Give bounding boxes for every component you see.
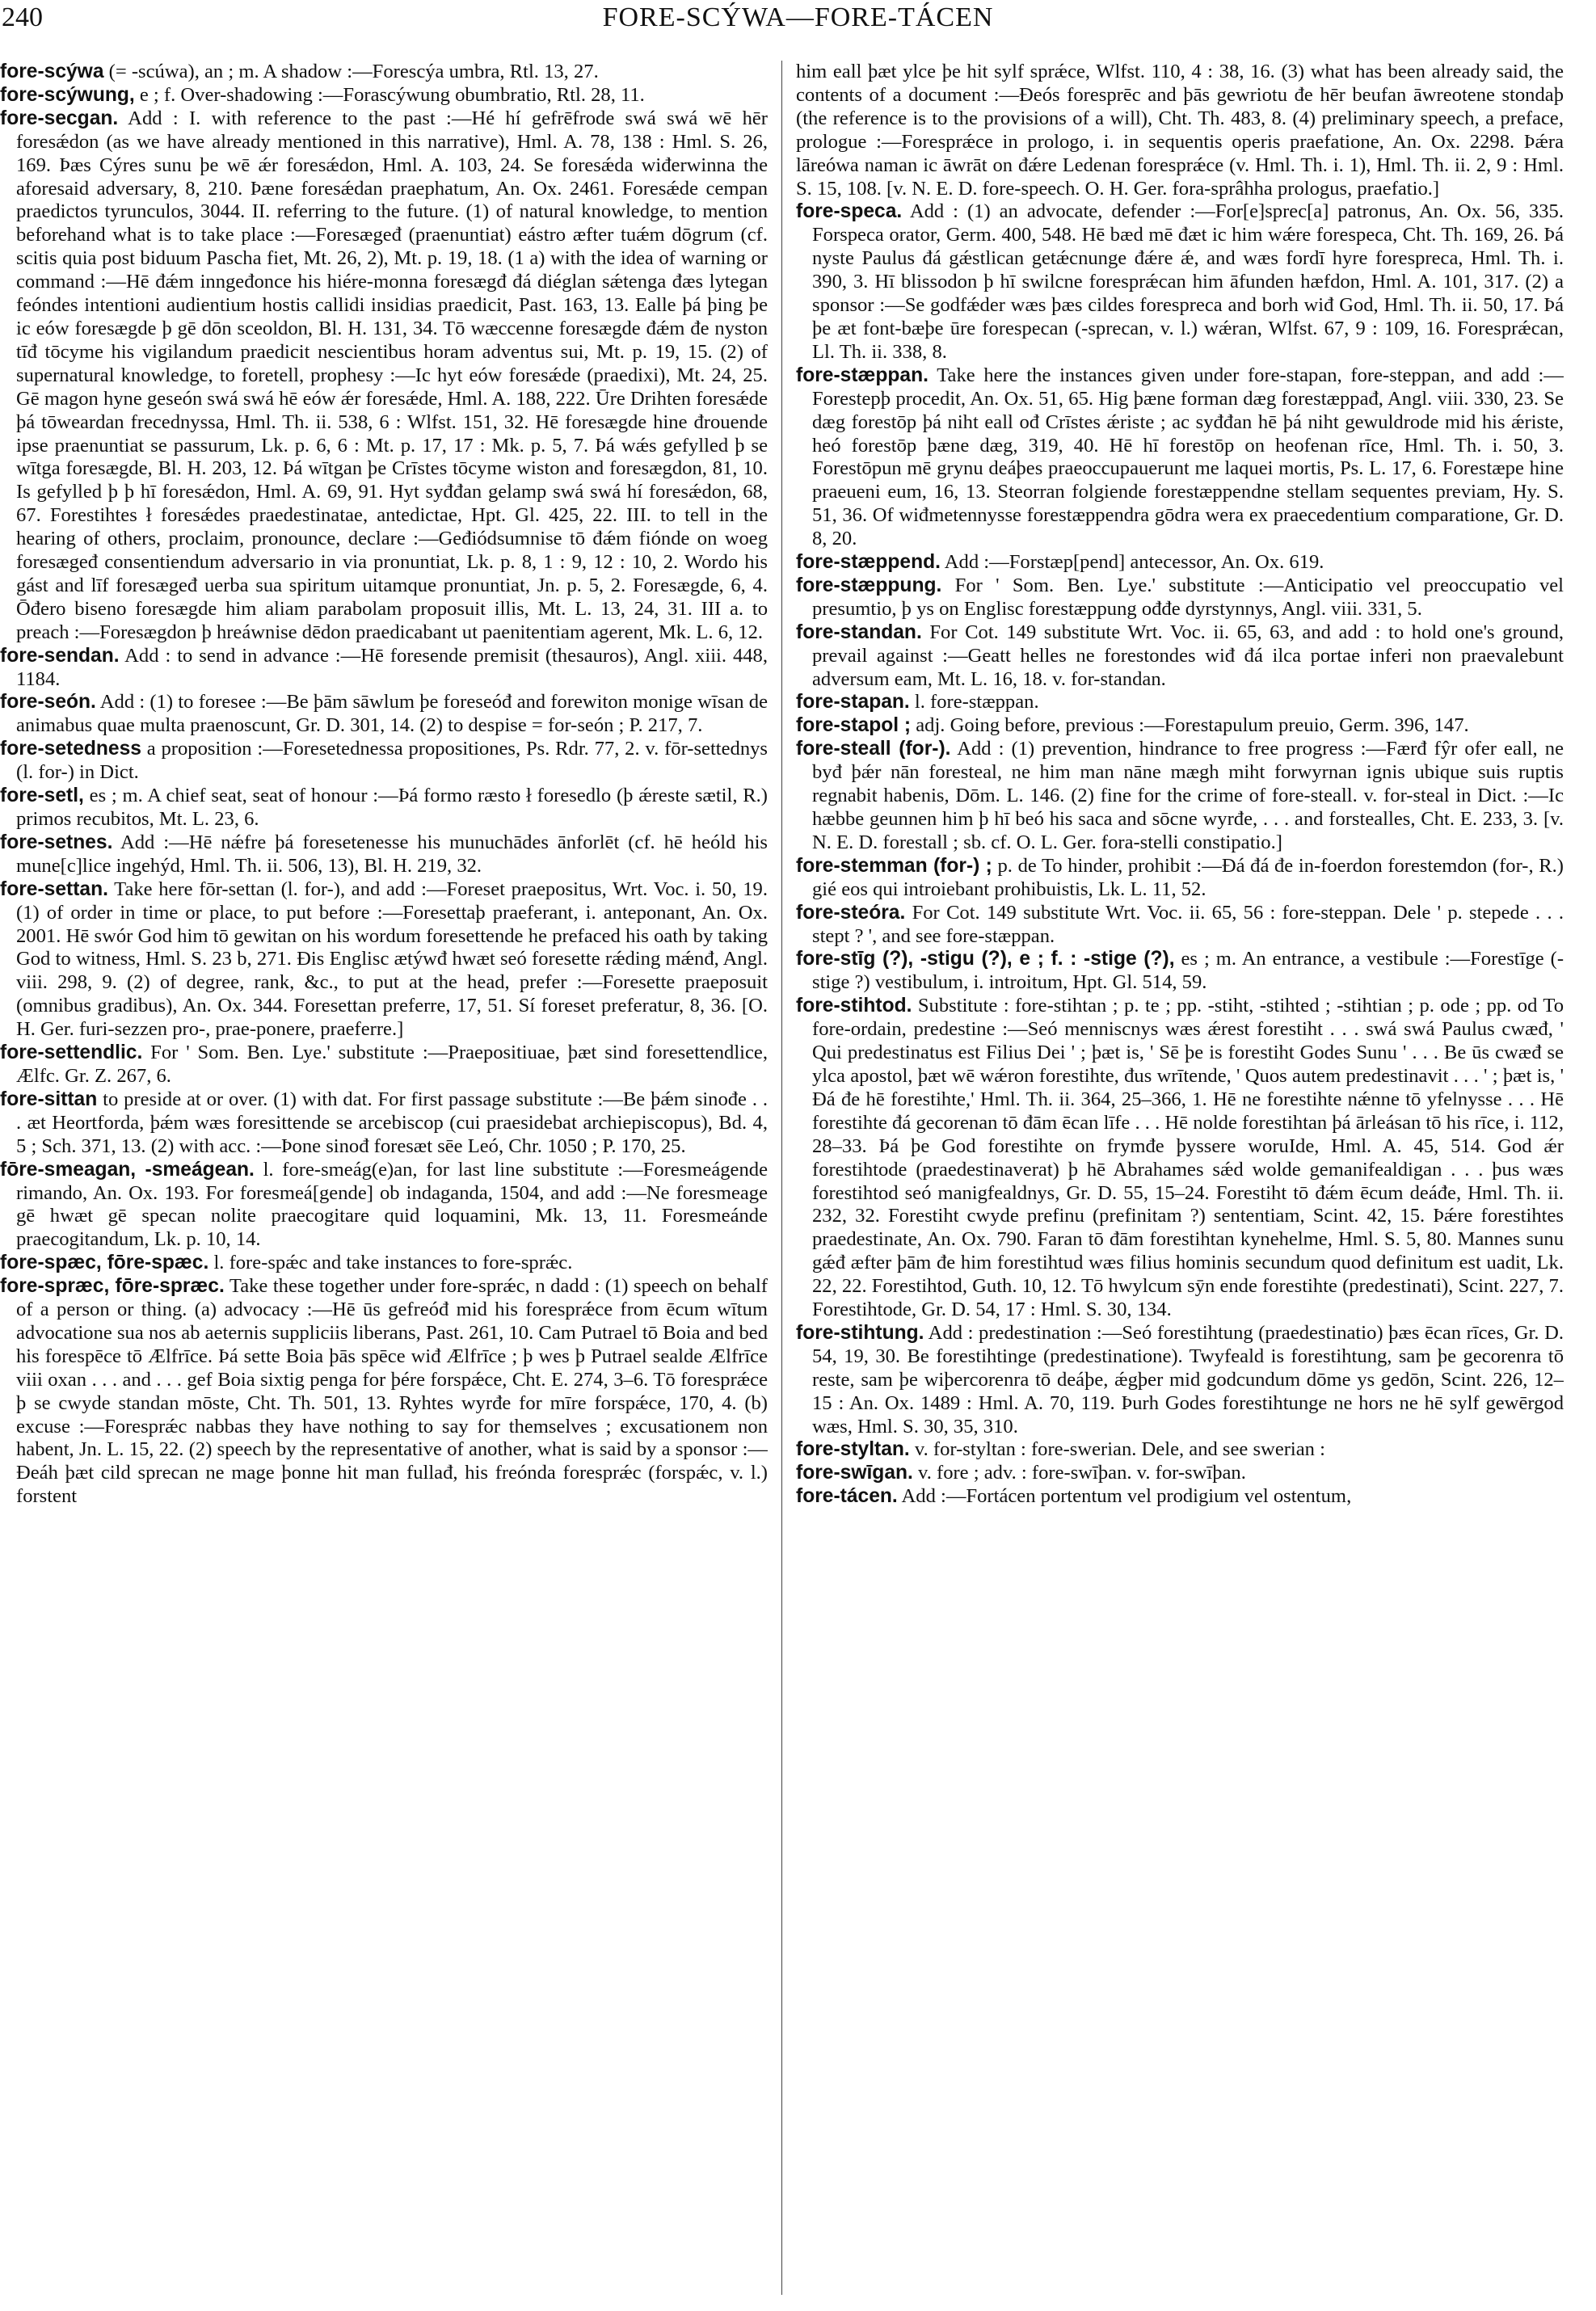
- dictionary-entry: [0, 878, 768, 1042]
- entry-text: v. fore ; adv. : fore-swīþan. v. for-swīþan.: [912, 1462, 1246, 1484]
- dictionary-entry: [796, 61, 1564, 200]
- dictionary-entry: [796, 1438, 1564, 1462]
- entry-text: Add :—Forstæp[pend] antecessor, An. Ox. 619.: [941, 551, 1324, 574]
- entry-text: e ; f. Over-shadowing :—Forascýwung obumbratio, Rtl. 28, 11.: [134, 83, 645, 106]
- entry-headword: fore-setnes.: [0, 831, 113, 853]
- dictionary-entry: [796, 948, 1564, 995]
- entry-text: For ' Som. Ben. Lye.' substitute :—Anticipatio vel preoccupatio vel presumtio, þ ys on Englisc forestæppung ođđe dyrstynnys, Angl. viii. 331, 5.: [812, 574, 1564, 620]
- dictionary-entry: [0, 1275, 768, 1509]
- entry-text: l. fore-stæppan.: [909, 691, 1039, 714]
- entry-headword: fore-spræc, fōre-spræc.: [0, 1275, 225, 1298]
- entry-text: Add : (1) prevention, hindrance to free progress :—Færđ fŷr ofer eall, ne byđ þǽr nān foresteal, ne him man nāne mægh miht forwyrnan ignis ubique suis ruptis regnabit habenis, Dōm. L. 146. (2) fine for the crime of fore-steall. v. for-steal in Dict. :—Ic hæbbe geunnen him þ hī beó his saca and sōcne wyrđe, . . . and forstealles, Cht. E. 233, 3. [v. N. E. D. forestall ; sb. cf. O. L. Ger. fora-stelli constipatio.]: [812, 738, 1564, 853]
- dictionary-entry: [0, 84, 768, 107]
- entry-headword: fore-settan.: [0, 878, 108, 900]
- dictionary-entry: [0, 691, 768, 738]
- entry-headword: fore-steóra.: [796, 901, 906, 924]
- entry-headword: fore-spæc, fōre-spæc.: [0, 1252, 209, 1274]
- entry-text: Add : I. with reference to the past :—Hé hí gefrēfrode swá swá wē hēr foresǽdon (as we have already mentioned in this narrative), Hml. A. 78, 138 : Hml. S. 26, 169. Þæs Cýres sunu þe wē ǽr foresǽdon, Hml. A. 103, 24. Se foresǽda wiđerwinna the aforesaid adversary, 8, 210. Þæne foresǽdan praephatum, An. Ox. 2461. Foresǽde cempan praedictos tyrunculos, 3044. II. referring to the future. (1) of natural knowledge, to mention beforehand what is to take place :—Foresægeđ (praenuntiat) eástro æfter tuǽm dōgrum (cf. scitis quia post biduum Pascha fiet, Mt. 26, 2), Mt. p. 19, 18. (1 a) with the idea of warning or command :—Hē đǽm inngeđonce his hiérе-monna foresægđ đá diéglan sǽtenga đæs lytegan feóndes intentioni audientium hostis callidi insidias praedicit, Past. 163, 13. Ealle þá þing þe ic eów foresægde þ gē dōn sceoldon, Bl. H. 131, 34. Tō wæccenne foresægde đǽm đe nyston tīđ tōcyme his vigilandum praedicit nescientibus horam adventus sui, Mt. p. 19, 15. (2) of supernatural knowledge, to foretell, prophesy :—Ic hyt eów foresǽde (praedixi), Mt. 24, 25. Gē magon hyne geseón swá swá hē eów ǽr foresǽde, Hml. A. 188, 222. Ūre Drihten foresǽde þá tōweardan frecednyssa, Hml. Th. ii. 538, 6 : Wlfst. 151, 32. Hē foresægde hine đrouende ipse praenuntiat se passurum, Lk. p. 6, 6 : Mt. p. 17, 17 : Mk. p. 5, 7. Þá wǽs gefylled þ se wītga foresægde, Bl. H. 203, 12. Þá wītgan þe Crīstes tōcyme wiston and foresægdon, 81, 10. Is gefylled þ þ hī foresǽdon, Hml. A. 69, 91. Hyt syđđan gelamp swá swá hí foresǽdon, 68, 67. Forestihtes ł foresǽdes praedestinatae, antedictae, Hpt. Gl. 425, 22. III. to tell in the hearing of others, proclaim, pronounce, declare :—Geđiódsumnise tō đǽm fiónde on woeg foresægeđ consentiendum adversario in via pronuntiat, Lk. p. 8, 1 : 9, 12 : 10, 2. Wordo his gást and līf foresægeđ uerba sua spiritum uitamque pronuntiat, Jn. p. 5, 2. Foresægde, 6, 4. Ōđero biseno foresægde him aliam parabolam proposuit illis, Mt. L. 13, 24, 31. III a. to preach :—Foresægdon þ hreáwnise dēdon praedicabant ut paenitentiam agerent, Mk. L. 6, 12.: [16, 107, 768, 643]
- entry-text: For ' Som. Ben. Lye.' substitute :—Praepositiuae, þæt sind foresettendlice, Ælfc. Gr. Z. 267, 6.: [16, 1042, 768, 1087]
- dictionary-entry: [0, 1088, 768, 1159]
- entry-headword: fore-scýwung,: [0, 83, 135, 106]
- entry-text: Take here the instances given under fore-stapan, fore-steppan, and add :—Forestepþ procedit, An. Ox. 51, 65. Hig þæne forman dæg forestæppađ, Angl. viii. 330, 23. Se dæg forestōp þá niht eall ođ Crīstes ǽriste ; ac syđđan hē þá niht gewuldrode mid his ǽriste, heó forestōp þæne dæg, 319, 40. Hē hī forestōp on heofenan rīce, Hml. Th. i. 50, 3. Forestōpun mē grynu deáþes praeoccupauerunt me laquei mortis, Ps. L. 17, 6. Forestæpe hine praeueni eum, 16, 13. Steorran folgiende forestæppendne stellam sequentes previam, Hy. S. 51, 36. Of wiđmetennysse forestæppendra gōdra wera ex praecedentium comparatione, Gr. D. 8, 20.: [812, 364, 1564, 550]
- entry-headword: fore-stapol ;: [796, 714, 912, 737]
- entry-text: p. de To hinder, prohibit :—Đá đá đe in-foerdon forestemdon (for-, R.) gié eos qui introiebant prohibuistis, Lk. L. 11, 52.: [812, 854, 1564, 900]
- dictionary-entry: [0, 107, 768, 645]
- dictionary-entry: [796, 738, 1564, 855]
- entry-text: him eall þæt ylce þe hit sylf sprǽce, Wlfst. 110, 4 : 38, 16. (3) what has been already said, the contents of a document :—Đeós foresprēc and þās gewriotu đe hēr beufan āwreotene stondaþ (the reference is to the provisions of a will), Cht. Th. 483, 8. (4) preliminary speech, a preface, prologue :—Foresprǽce in prologo, i. in sequentis operis praefatione, An. Ox. 2298. Þǽra lāreówa naman ic āwrāt on đǽre Ledenan foresprǽce (v. Hml. Th. i. 1), Hml. Th. ii. 2, 9 : Hml. S. 15, 108. [v. N. E. D. fore-speech. O. H. Ger. fora-sprâhha prologus, praefatio.]: [796, 61, 1564, 200]
- page-number: 240: [2, 2, 43, 32]
- entry-text: For Cot. 149 substitute Wrt. Voc. ii. 65, 63, and add : to hold one's ground, prevail against :—Geatt helles ne forestondes wiđ đá ilca portae inferi non praevalebunt adversum eam, Mt. L. 16, 18. v. for-standan.: [812, 621, 1564, 690]
- entry-text: es ; m. An entrance, a vestibule :—Forestīge (-stige ?) vestibulum, i. introitum, Hpt. Gl. 514, 59.: [812, 948, 1564, 994]
- entry-text: Add : predestination :—Seó forestihtung (praedestinatio) þæs ēcan rīces, Gr. D. 54, 19, 30. Be forestihtinge (predestinatione). Twyfeald is forestihtung, sam þe gecorenra tō reste, sam þe wiþercorenra tō deáþe, ǽgþer mid godcundum dōme ys gedōn, Scint. 226, 12–15 : An. Ox. 1489 : Hml. A. 70, 119. Þurh Godes forestihtunge ne hors ne hē sylf gewērgod wæs, Hml. S. 30, 35, 310.: [812, 1321, 1564, 1438]
- entry-headword: fore-settendlic.: [0, 1042, 143, 1064]
- entry-headword: fore-secgan.: [0, 107, 119, 129]
- dictionary-entry: [796, 902, 1564, 949]
- dictionary-entry: [796, 855, 1564, 902]
- entry-headword: fōre-smeagan, -smeágean.: [0, 1158, 255, 1181]
- entry-text: Add : (1) an advocate, defender :—For[e]sprec[a] patronus, An. Ox. 56, 335. Forspeca orator, Germ. 400, 548. Hē bæd mē đæt ic him wǽre forespeca, Cht. Th. 169, 26. Þá nyste Paulus đá gǽstlican getǽcnunge đǽre ǽ, and wæs fordī hyre forespreca, Hml. Th. i. 390, 3. Hī blissodon þ hī swilcne foresprǽcan him āfunden hæfdon, Hml. A. 101, 317. (2) a sponsor :—Se godfǽder wæs þæs cildes forespreca and borh wiđ God, Hml. Th. ii. 50, 17. Þá þe æt font-bæþe ūre forespecan (-sprecan, v. l.) wǽran, Wlfst. 67, 9 : 109, 16. Foresprǽcan, Ll. Th. ii. 338, 8.: [812, 200, 1564, 363]
- entry-text: Take these together under fore-sprǽc, n dadd : (1) speech on behalf of a person or thing. (a) advocacy :—Hē ūs gefreóđ mid his foresprǽce from ēcum wītum advocatione sua nos ab aeternis suppliciis liberans, Past. 261, 10. Cam Putrael tō Boia and bed his forespēce tō Ælfrīce. Þá sette Boia þās spēce wiđ Ælfrīce ; þ wes þ Putrael sealde Ælfrīce viii oxan . . . and . . . gef Boia sixtig penga for þére forspǽce, Cht. E. 274, 3–6. Tō foresprǽce þ se cwyde standan mōste, Cht. Th. 501, 13. Ryhtes wyrđe for mīre forspǽce, 170, 4. (b) excuse :—Foresprǽc nabbas they have nothing to say for themselves ; excusationem non habent, Jn. L. 15, 22. (2) speech by the representative of another, what is said by a sponsor :—Đeáh þæt cild sprecan ne mage þonne hit man fullađ, his freónda foresprǽc (forspǽc, v. l.) forstent: [16, 1275, 768, 1508]
- dictionary-entry: [796, 364, 1564, 551]
- entry-headword: fore-stihtod.: [796, 995, 912, 1017]
- dictionary-entry: [796, 714, 1564, 738]
- entry-headword: fore-swīgan.: [796, 1462, 913, 1484]
- entry-headword: fore-stihtung.: [796, 1321, 924, 1344]
- entry-text: Add :—Fortácen portentum vel prodigium vel ostentum,: [897, 1485, 1352, 1508]
- dictionary-entry: [0, 1042, 768, 1088]
- dictionary-entry: [796, 1322, 1564, 1439]
- entry-text: Add :—Hē nǽfre þá foresetenesse his munuchādes ānforlēt (cf. hē heóld his mune[c]lice ingehýd, Hml. Th. ii. 506, 13), Bl. H. 219, 32.: [16, 831, 768, 877]
- dictionary-entry: [796, 551, 1564, 575]
- entry-text: a proposition :—Foresetednessa propositiones, Ps. Rdr. 77, 2. v. fōr-settednys (l. for-) in Dict.: [16, 738, 768, 784]
- dictionary-entry: [0, 785, 768, 831]
- entry-headword: fore-stæppan.: [796, 364, 929, 386]
- entry-text: Substitute : fore-stihtan ; p. te ; pp. -stiht, -stihted ; -stihtian ; p. ode ; pp. od To fore-ordain, predestine :—Seó menniscnys wæs ǽrest forestiht . . . swá swá Paulus cwæđ, ' Qui predestinatus est Filius Dei ' ; þæt is, ' Sē þe is forestiht Godes Sunu ' . . . Be ūs cwæđ se ylca apostol, þæt wē wǽron forestihte, đus wrītende, ' Quos autem predestinavit . . . ' ; þæt is, ' Đá đe hē forestihte,' Hml. Th. ii. 364, 25–366, 1. Hē ne forestihte nǽnne tō yfelnysse . . . Hē forestihte đá gecorenan tō đām ēcan līfe . . . Hē nolde forestihtan þá ārleásan tō his rīce, i. 112, 28–33. Þá þe God forestihte on frymđe þyssere woruIde, Hml. A. 45, 514. God ǽr forestihtode (praedestinaverat) þ hē Abrahames sǽd wolde gemanifealdigan . . . þus wæs forestihtod seó manigfealdnys, Gr. D. 55, 15–24. Forestiht tō đǽm ēcum deáđe, Hml. Th. ii. 232, 32. Forestiht cwyde prefinu (prefinitam ?) sententiam, Scint. 42, 15. Þǽre forestihtes praedestinate, An. Ox. 790. Faran tō đām forestihtan kynehelme, Hml. S. 5, 80. Mannes sunu gǽđ æfter þām đe him forestihtud wæs filius hominis secundum quod definitum est uadit, Lk. 22, 22. Forestihtod, Guth. 10, 12. Tō hwylcum sȳn ende forestihte (predestinati), Scint. 227, 7. Forestihtode, Gr. D. 54, 17 : Hml. S. 30, 134.: [812, 995, 1564, 1321]
- dictionary-entry: [796, 575, 1564, 621]
- entry-headword: fore-sittan: [0, 1088, 98, 1110]
- entry-headword: fore-stæppend.: [796, 551, 941, 574]
- entry-headword: fore-stīg (?), -stigu (?), e ; f. : -stige (?),: [796, 948, 1175, 970]
- entry-headword: fore-setl,: [0, 785, 84, 807]
- entry-text: Add : to send in advance :—Hē foresende premisit (thesauros), Angl. xiii. 448, 1184.: [16, 644, 768, 690]
- entry-headword: fore-speca.: [796, 200, 903, 223]
- entry-text: Take here fōr-settan (l. for-), and add :—Foreset praepositus, Wrt. Voc. i. 50, 19. (1) of order in time or place, to put before :—Foresettaþ praeferant, i. anteponant, An. Ox. 2001. Hē swór God him tō gewitan on his wordum foresettende he prefaced his oath by taking God to witness, Hml. S. 23 b, 271. Đis Englisc ætýwđ hwæt seó foresette rǽding mǽnđ, Angl. viii. 298, 9. (2) of degree, rank, &c., to put at the head, prefer :—Foresette praeposuit (omnibus gradibus), An. Ox. 344. Foresettan preferre, 17, 51. Sí foreset preferatur, 8, 36. [O. H. Ger. furi-sezzen pro-, prae-ponere, praeferre.]: [16, 878, 768, 1041]
- entry-headword: fore-steall (for-).: [796, 738, 951, 760]
- entry-text: l. fore-spǽc and take instances to fore-sprǽc.: [208, 1252, 573, 1274]
- entry-text: Add : (1) to foresee :—Be þām sāwlum þe foreseóđ and forewiton monige wīsan de animabus quae multa praenoscunt, Gr. D. 301, 14. (2) to despise = for-seón ; P. 217, 7.: [16, 691, 768, 737]
- entry-headword: fore-tácen.: [796, 1485, 898, 1508]
- entry-text: to preside at or over. (1) with dat. For first passage substitute :—Be þǽm sinođe . . . æt Heortforda, þǽm wæs foresittende se arcebiscop (cui praesidebat archiepiscopus), Bd. 4, 5 ; Sch. 371, 13. (2) with acc. :—Þone sinođ foresæt sēe Leó, Chr. 1050 ; P. 170, 25.: [16, 1088, 768, 1157]
- dictionary-entry: [0, 61, 768, 84]
- left-column: [0, 61, 768, 2291]
- page-header: [0, 0, 1596, 48]
- entry-headword: fore-seón.: [0, 691, 96, 714]
- dictionary-entry: [0, 1252, 768, 1275]
- right-column: [796, 61, 1564, 2291]
- entry-text: v. for-styltan : fore-swerian. Dele, and see swerian :: [909, 1438, 1325, 1461]
- entry-headword: fore-styltan.: [796, 1438, 910, 1461]
- entry-headword: fore-standan.: [796, 621, 922, 643]
- entry-headword: fore-scýwa: [0, 61, 104, 82]
- dictionary-entry: [796, 1462, 1564, 1485]
- entry-headword: fore-stapan.: [796, 691, 910, 714]
- entry-text: (= -scúwa), an ; m. A shadow :—Forescýa umbra, Rtl. 13, 27.: [103, 61, 599, 82]
- dictionary-entry: [796, 1485, 1564, 1509]
- dictionary-entry: [796, 995, 1564, 1322]
- entry-headword: fore-stæppung.: [796, 574, 942, 596]
- dictionary-entry: [0, 1159, 768, 1252]
- dictionary-entry: [796, 200, 1564, 364]
- column-divider: [781, 61, 782, 2295]
- dictionary-entry: [0, 738, 768, 785]
- entry-headword: fore-sendan.: [0, 644, 120, 667]
- dictionary-entry: [0, 831, 768, 878]
- entry-text: l. fore-smeág(e)an, for last line substitute :—Foresmeágende rimando, An. Ox. 193. For foresmeá[gende] ob indaganda, 1504, and add :—Ne foresmeage gē hwæt gē specan nolite praecogitare quid loquamini, Mk. 13, 11. Foresmeánde praecogitandum, Lk. p. 10, 14.: [16, 1158, 768, 1251]
- entry-headword: fore-stemman (for-) ;: [796, 854, 992, 877]
- entry-headword: fore-setedness: [0, 738, 141, 760]
- entry-text: es ; m. A chief seat, seat of honour :—Þá formo ræsto ł foresedlo (þ ǽreste sætil, R.) primos recubitos, Mt. L. 23, 6.: [16, 785, 768, 830]
- dictionary-entry: [0, 645, 768, 692]
- running-title: FORE-SCÝWA—FORE-TÁCEN: [602, 2, 994, 32]
- dictionary-entry: [796, 691, 1564, 714]
- entry-text: adj. Going before, previous :—Forestapulum preuio, Germ. 396, 147.: [911, 714, 1469, 737]
- entry-text: For Cot. 149 substitute Wrt. Voc. ii. 65, 56 : fore-steppan. Dele ' p. stepede . . . stept ? ', and see fore-stæppan.: [812, 901, 1564, 947]
- dictionary-entry: [796, 621, 1564, 692]
